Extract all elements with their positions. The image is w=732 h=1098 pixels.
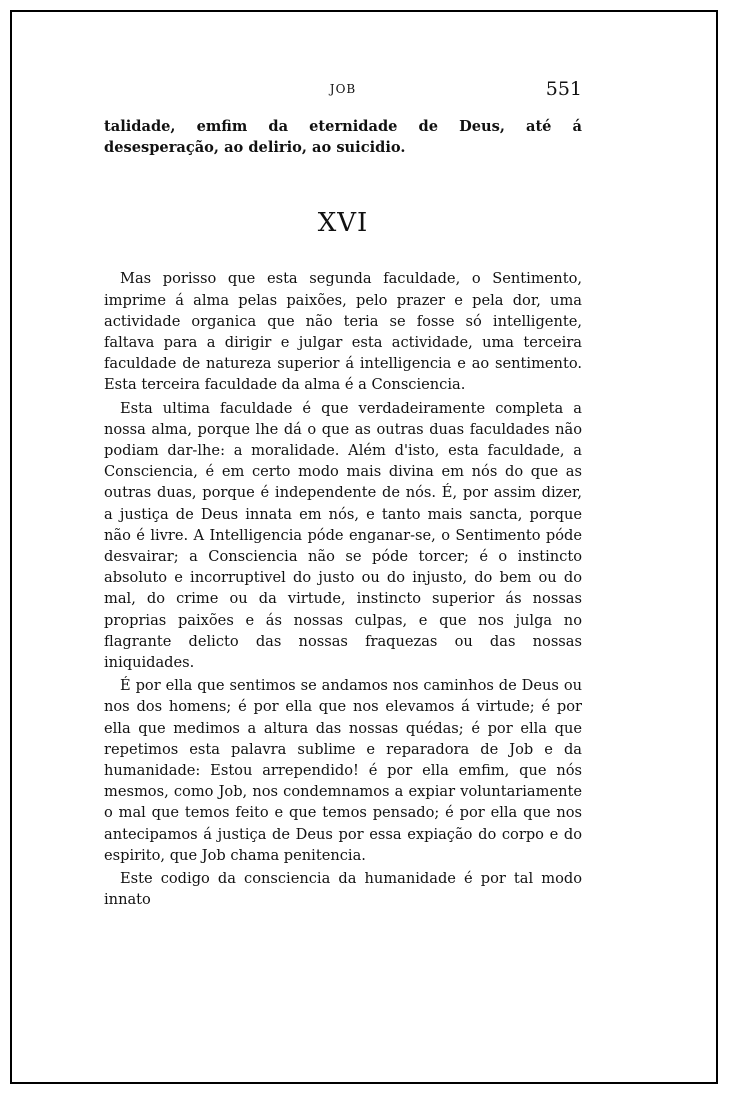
paragraph: Esta ultima faculdade é que verdadeiramente completa a nossa alma, porque lhe dá o que as outras duas faculdades não podiam dar-lhe: a moralidade. Além d'isto, esta faculdade, a Consciencia, é em certo modo mais divina em nós do que as outras duas, porque é independente de nós. É, por assim dizer, a justiça de Deus innata em nós, e tanto mais sancta, porque não é livre. A Intelligencia póde enganar-se, o Sentimento póde desvairar; a Consciencia não se póde torcer; é o instincto absoluto e incorruptivel do justo ou do injusto, do bem ou do mal, do crime ou da virtude, instincto superior ás nossas proprias paixões e ás nossas culpas, e que nos julga no flagrante delicto das nossas fraquezas ou das nossas iniquidades. bbox=[104, 399, 582, 672]
book-page bbox=[104, 78, 582, 911]
continuation-text: talidade, emfim da eternidade de Deus, até á desesperação, ao delirio, ao suicidio. bbox=[104, 118, 582, 157]
page-header bbox=[104, 78, 582, 108]
chapter-heading: XVI bbox=[317, 208, 369, 239]
paragraph: É por ella que sentimos se andamos nos caminhos de Deus ou nos dos homens; é por ella que nos elevamos á virtude; é por ella que medimos a altura das nossas quédas; é por ella que repetimos esta palavra sublime e reparadora de Job e da humanidade: Estou arrependido! é por ella emfim, que nós mesmos, como Job, nos condemnamos a expiar voluntariamente o mal que temos feito e que temos pensado; é por ella que nos antecipamos á justiça de Deus por essa expiação do corpo e do espirito, que Job chama penitencia. bbox=[104, 677, 582, 864]
body-text bbox=[104, 268, 582, 910]
running-head: JOB bbox=[329, 82, 357, 96]
paragraph: Mas porisso que esta segunda faculdade, o Sentimento, imprime á alma pelas paixões, pelo prazer e pela dor, uma actividade organica que não teria se fosse só intelligente, faltava para a dirigir e julgar esta actividade, uma terceira faculdade de natureza superior á intelligencia e ao sentimento. Esta terceira faculdade da alma é a Consciencia. bbox=[104, 270, 582, 394]
paragraph: Este codigo da consciencia da humanidade é por tal modo innato bbox=[104, 870, 582, 909]
page-number: 551 bbox=[545, 78, 582, 100]
